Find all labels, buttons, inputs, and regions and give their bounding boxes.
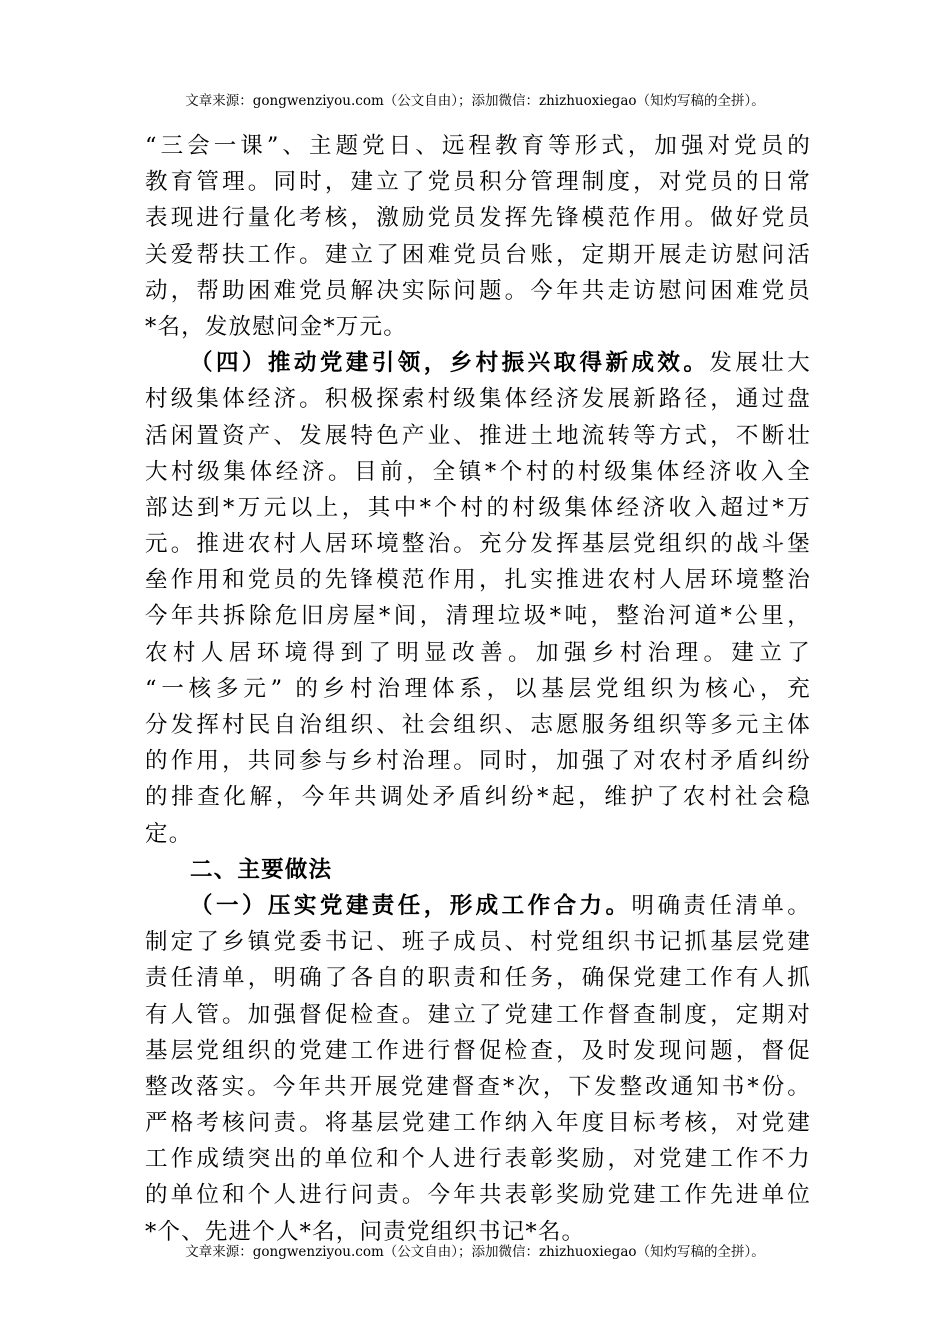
paragraph-line: 表现进行量化考核，激励党员发挥先锋模范作用。做好党员 xyxy=(145,205,811,232)
paragraph-line: 基层党组织的党建工作进行督促检查，及时发现问题，督促 xyxy=(145,1037,811,1064)
paragraph-line: 整改落实。今年共开展党建督查*次，下发整改通知书*份。 xyxy=(145,1073,811,1100)
paragraph-line: *名，发放慰问金*万元。 xyxy=(145,313,407,340)
document-body xyxy=(145,128,811,1250)
paragraph-line: 教育管理。同时，建立了党员积分管理制度，对党员的日常 xyxy=(145,169,811,196)
subsection-title: （四）推动党建引领，乡村振兴取得新成效。 xyxy=(190,350,710,377)
paragraph-line: 农村人居环境得到了明显改善。加强乡村治理。建立了 xyxy=(145,639,811,666)
paragraph-line: 工作成绩突出的单位和个人进行表彰奖励，对党建工作不力 xyxy=(145,1146,811,1173)
paragraph-line: “三会一课”、主题党日、远程教育等形式，加强对党员的 xyxy=(145,133,811,159)
page-footer-source-note: 文章来源：gongwenziyou.com（公文自由）；添加微信：zhizhuoxiegao（知灼写稿的全拼）。 xyxy=(185,1244,765,1260)
paragraph-line: 活闲置资产、发展特色产业、推进土地流转等方式，不断壮 xyxy=(145,422,811,449)
paragraph-line: 大村级集体经济。目前，全镇*个村的村级集体经济收入全 xyxy=(145,458,811,485)
paragraph-line: 关爱帮扶工作。建立了困难党员台账，定期开展走访慰问活 xyxy=(145,241,811,268)
paragraph-line: 定。 xyxy=(145,820,193,847)
paragraph-line: 严格考核问责。将基层党建工作纳入年度目标考核，对党建 xyxy=(145,1110,811,1137)
paragraph-line: 的单位和个人进行问责。今年共表彰奖励党建工作先进单位 xyxy=(145,1182,811,1209)
subsection-title: （一）压实党建责任，形成工作合力。 xyxy=(190,892,632,919)
paragraph-line: 分发挥村民自治组织、社会组织、志愿服务组织等多元主体 xyxy=(145,712,811,738)
paragraph-line: 今年共拆除危旧房屋*间，清理垃圾*吨，整治河道*公里， xyxy=(145,603,811,630)
page-header-source-note: 文章来源：gongwenziyou.com（公文自由）；添加微信：zhizhuoxiegao（知灼写稿的全拼）。 xyxy=(185,93,765,109)
paragraph-line: 部达到*万元以上，其中*个村的村级集体经济收入超过*万 xyxy=(145,494,811,521)
paragraph-text: 发展壮大 xyxy=(709,350,811,377)
paragraph-line: 的作用，共同参与乡村治理。同时，加强了对农村矛盾纠纷 xyxy=(145,748,811,775)
paragraph-line: *个、先进个人*名，问责党组织书记*名。 xyxy=(145,1218,586,1245)
paragraph-first-line xyxy=(145,888,811,924)
paragraph-line: 的排查化解，今年共调处矛盾纠纷*起，维护了农村社会稳 xyxy=(145,784,811,811)
paragraph-line: 责任清单，明确了各自的职责和任务，确保党建工作有人抓 xyxy=(145,965,811,992)
section-heading: 二、主要做法 xyxy=(190,856,333,883)
paragraph-line: 垒作用和党员的先锋模范作用，扎实推进农村人居环境整治 xyxy=(145,567,811,594)
paragraph-line: 动，帮助困难党员解决实际问题。今年共走访慰问困难党员 xyxy=(145,277,811,304)
paragraph-line: 制定了乡镇党委书记、班子成员、村党组织书记抓基层党建 xyxy=(145,929,811,956)
paragraph-line: 村级集体经济。积极探索村级集体经济发展新路径，通过盘 xyxy=(145,386,811,413)
paragraph-line: 元。推进农村人居环境整治。充分发挥基层党组织的战斗堡 xyxy=(145,531,811,558)
paragraph-text: 明确责任清单。 xyxy=(631,892,811,919)
paragraph-line: 有人管。加强督促检查。建立了党建工作督查制度，定期对 xyxy=(145,1001,811,1028)
paragraph-line: “一核多元” 的乡村治理体系，以基层党组织为核心，充 xyxy=(145,675,811,702)
paragraph-first-line xyxy=(145,345,811,381)
